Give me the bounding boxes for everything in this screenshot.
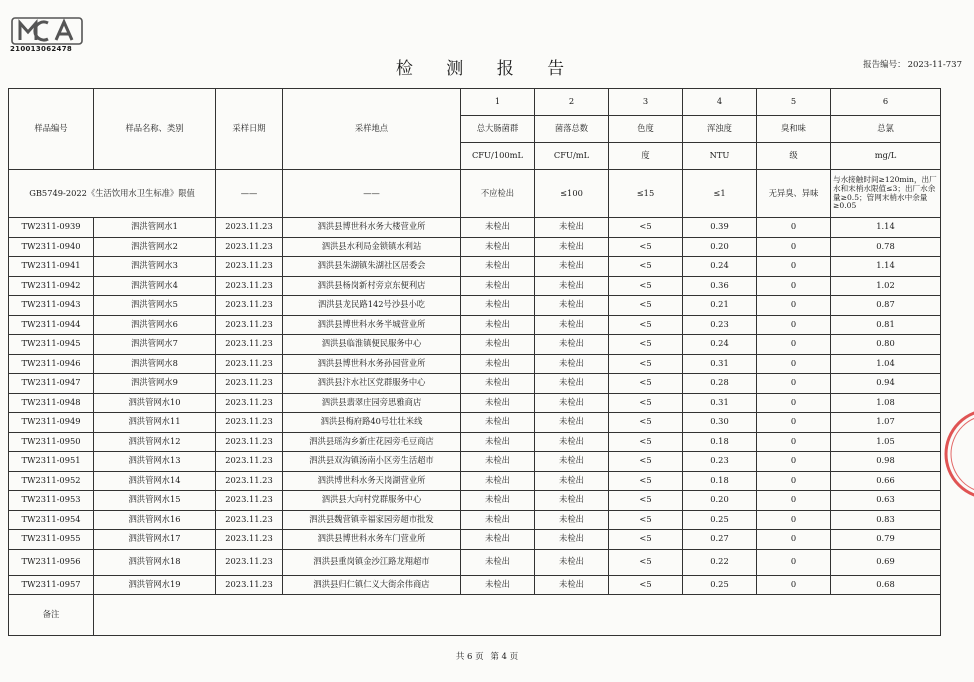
cell-chroma: <5: [609, 257, 683, 277]
cell-sample-no: TW2311-0944: [9, 315, 94, 335]
cell-total-chlorine: 0.98: [831, 452, 941, 472]
cell-total-chlorine: 0.80: [831, 335, 941, 355]
cell-total-coliform: 未检出: [461, 530, 535, 550]
header-parameter: 臭和味: [757, 116, 831, 143]
cell-odor: 0: [757, 491, 831, 511]
cell-sample-location: 泗洪县龙民路142号沙县小吃: [283, 296, 461, 316]
results-table: [8, 88, 941, 636]
cell-odor: 0: [757, 530, 831, 550]
cell-total-coliform: 未检出: [461, 452, 535, 472]
cell-total-chlorine: 1.05: [831, 432, 941, 452]
cell-total-coliform: 未检出: [461, 335, 535, 355]
cell-sample-name: 泗洪管网水1: [94, 218, 216, 238]
cell-turbidity: 0.22: [683, 549, 757, 575]
cell-odor: 0: [757, 374, 831, 394]
limit-value-total-chlorine: 与水接触时间≥120min，出厂水和末梢水限值≤3；出厂水余量≥0.5；管网末梢水中余量≥0.05: [831, 170, 941, 218]
cell-odor: 0: [757, 471, 831, 491]
cell-total-coliform: 未检出: [461, 393, 535, 413]
limits-label: GB5749-2022《生活饮用水卫生标准》限值: [9, 170, 216, 218]
cell-sample-date: 2023.11.23: [216, 432, 283, 452]
cell-sample-no: TW2311-0945: [9, 335, 94, 355]
cell-sample-no: TW2311-0951: [9, 452, 94, 472]
cell-odor: 0: [757, 413, 831, 433]
cell-total-chlorine: 0.79: [831, 530, 941, 550]
limits-date: ——: [216, 170, 283, 218]
cell-sample-date: 2023.11.23: [216, 374, 283, 394]
cell-total-coliform: 未检出: [461, 413, 535, 433]
limit-value: 不应检出: [461, 170, 535, 218]
cell-odor: 0: [757, 575, 831, 595]
cell-sample-no: TW2311-0949: [9, 413, 94, 433]
cell-total-bacteria: 未检出: [535, 354, 609, 374]
cell-total-coliform: 未检出: [461, 374, 535, 394]
table-row: [9, 530, 941, 550]
cell-sample-no: TW2311-0952: [9, 471, 94, 491]
cell-total-bacteria: 未检出: [535, 393, 609, 413]
cell-turbidity: 0.25: [683, 510, 757, 530]
cell-total-bacteria: 未检出: [535, 575, 609, 595]
cell-sample-date: 2023.11.23: [216, 354, 283, 374]
cell-sample-name: 泗洪管网水12: [94, 432, 216, 452]
limit-value: 无异臭、异味: [757, 170, 831, 218]
limit-value: ≤1: [683, 170, 757, 218]
cell-sample-date: 2023.11.23: [216, 549, 283, 575]
cell-total-coliform: 未检出: [461, 237, 535, 257]
cell-sample-date: 2023.11.23: [216, 413, 283, 433]
cell-sample-location: 泗洪县大向村党群服务中心: [283, 491, 461, 511]
cell-turbidity: 0.23: [683, 315, 757, 335]
cell-sample-name: 泗洪管网水7: [94, 335, 216, 355]
cell-total-coliform: 未检出: [461, 296, 535, 316]
cell-odor: 0: [757, 218, 831, 238]
header-unit: 度: [609, 143, 683, 170]
header-unit: CFU/100mL: [461, 143, 535, 170]
cma-mark-icon: [6, 16, 90, 46]
header-index: 2: [535, 89, 609, 116]
cell-sample-no: TW2311-0948: [9, 393, 94, 413]
header-row-index: [9, 89, 941, 116]
cell-odor: 0: [757, 296, 831, 316]
table-row: [9, 237, 941, 257]
table-row: [9, 452, 941, 472]
table-row: [9, 549, 941, 575]
cell-sample-no: TW2311-0942: [9, 276, 94, 296]
cell-sample-date: 2023.11.23: [216, 393, 283, 413]
cell-total-chlorine: 0.63: [831, 491, 941, 511]
cell-sample-name: 泗洪管网水15: [94, 491, 216, 511]
cell-total-chlorine: 0.81: [831, 315, 941, 335]
cell-total-bacteria: 未检出: [535, 237, 609, 257]
cell-total-coliform: 未检出: [461, 276, 535, 296]
table-row: [9, 432, 941, 452]
cell-total-bacteria: 未检出: [535, 413, 609, 433]
header-unit: CFU/mL: [535, 143, 609, 170]
cell-turbidity: 0.18: [683, 471, 757, 491]
cell-chroma: <5: [609, 218, 683, 238]
cell-chroma: <5: [609, 296, 683, 316]
header-parameter: 总氯: [831, 116, 941, 143]
cell-total-coliform: 未检出: [461, 354, 535, 374]
cell-sample-no: TW2311-0950: [9, 432, 94, 452]
cell-total-chlorine: 1.14: [831, 257, 941, 277]
cell-total-chlorine: 1.08: [831, 393, 941, 413]
page-current: 第 4 页: [490, 652, 519, 662]
cell-sample-name: 泗洪管网水17: [94, 530, 216, 550]
cell-turbidity: 0.18: [683, 432, 757, 452]
cell-total-bacteria: 未检出: [535, 218, 609, 238]
cell-chroma: <5: [609, 432, 683, 452]
cell-sample-name: 泗洪管网水6: [94, 315, 216, 335]
cell-chroma: <5: [609, 530, 683, 550]
cell-turbidity: 0.36: [683, 276, 757, 296]
cell-sample-no: TW2311-0943: [9, 296, 94, 316]
cell-sample-name: 泗洪管网水4: [94, 276, 216, 296]
cell-sample-location: 泗洪县水利局金锁镇水利站: [283, 237, 461, 257]
red-stamp-seal: [930, 404, 974, 504]
cell-sample-name: 泗洪管网水11: [94, 413, 216, 433]
cell-chroma: <5: [609, 575, 683, 595]
cell-sample-location: 泗洪县瑶沟乡新庄花园旁毛豆商店: [283, 432, 461, 452]
table-row: [9, 296, 941, 316]
cell-sample-name: 泗洪管网水8: [94, 354, 216, 374]
cell-sample-date: 2023.11.23: [216, 296, 283, 316]
cell-odor: 0: [757, 393, 831, 413]
cell-total-coliform: 未检出: [461, 257, 535, 277]
cell-total-coliform: 未检出: [461, 218, 535, 238]
cell-turbidity: 0.28: [683, 374, 757, 394]
cell-total-bacteria: 未检出: [535, 530, 609, 550]
limit-value: ≤15: [609, 170, 683, 218]
cell-total-coliform: 未检出: [461, 510, 535, 530]
cell-sample-date: 2023.11.23: [216, 471, 283, 491]
cell-turbidity: 0.24: [683, 335, 757, 355]
cell-chroma: <5: [609, 374, 683, 394]
cell-chroma: <5: [609, 491, 683, 511]
cell-total-chlorine: 0.69: [831, 549, 941, 575]
cell-turbidity: 0.21: [683, 296, 757, 316]
header-parameter: 菌落总数: [535, 116, 609, 143]
cell-turbidity: 0.25: [683, 575, 757, 595]
cell-total-chlorine: 0.66: [831, 471, 941, 491]
cell-total-chlorine: 1.02: [831, 276, 941, 296]
cell-turbidity: 0.20: [683, 491, 757, 511]
header-index: 3: [609, 89, 683, 116]
cell-sample-no: TW2311-0956: [9, 549, 94, 575]
cell-chroma: <5: [609, 237, 683, 257]
header-parameter: 色度: [609, 116, 683, 143]
table-row: [9, 510, 941, 530]
cell-sample-date: 2023.11.23: [216, 530, 283, 550]
cell-sample-location: 泗洪县杨岗新村旁京东便利店: [283, 276, 461, 296]
table-row: [9, 335, 941, 355]
table-row: [9, 218, 941, 238]
cell-total-coliform: 未检出: [461, 432, 535, 452]
cell-total-coliform: 未检出: [461, 491, 535, 511]
table-row: [9, 393, 941, 413]
cell-sample-location: 泗洪县博世科水务孙园营业所: [283, 354, 461, 374]
cell-turbidity: 0.31: [683, 393, 757, 413]
cell-turbidity: 0.24: [683, 257, 757, 277]
cell-sample-name: 泗洪管网水10: [94, 393, 216, 413]
table-row: [9, 413, 941, 433]
cell-sample-no: TW2311-0947: [9, 374, 94, 394]
header-sample-date: 采样日期: [216, 89, 283, 170]
cell-sample-location: 泗洪县汴水社区党群服务中心: [283, 374, 461, 394]
cell-sample-date: 2023.11.23: [216, 452, 283, 472]
cell-sample-date: 2023.11.23: [216, 491, 283, 511]
cell-odor: 0: [757, 549, 831, 575]
limits-row: [9, 170, 941, 218]
cell-sample-no: TW2311-0953: [9, 491, 94, 511]
cell-sample-location: 泗洪县博世科水务半城营业所: [283, 315, 461, 335]
table-row: [9, 471, 941, 491]
cell-sample-name: 泗洪管网水2: [94, 237, 216, 257]
cell-sample-location: 泗洪县双沟镇汤南小区旁生活超市: [283, 452, 461, 472]
cell-chroma: <5: [609, 549, 683, 575]
header-sample-no: 样品编号: [9, 89, 94, 170]
cell-total-chlorine: 1.07: [831, 413, 941, 433]
page-title: 检 测 报 告: [395, 59, 579, 79]
cell-sample-location: 泗洪县重岗镇金沙江路龙翔超市: [283, 549, 461, 575]
header-sample-location: 采样地点: [283, 89, 461, 170]
cell-total-coliform: 未检出: [461, 471, 535, 491]
cell-sample-location: 泗洪县梅府路40号壮壮米线: [283, 413, 461, 433]
cell-total-bacteria: 未检出: [535, 257, 609, 277]
header-index: 4: [683, 89, 757, 116]
cell-total-bacteria: 未检出: [535, 491, 609, 511]
cell-total-bacteria: 未检出: [535, 276, 609, 296]
table-row: [9, 257, 941, 277]
cell-sample-no: TW2311-0939: [9, 218, 94, 238]
cell-sample-location: 泗洪博世科水务天岗湖营业所: [283, 471, 461, 491]
cell-sample-name: 泗洪管网水14: [94, 471, 216, 491]
cell-total-chlorine: 0.87: [831, 296, 941, 316]
cell-turbidity: 0.23: [683, 452, 757, 472]
cell-sample-name: 泗洪管网水5: [94, 296, 216, 316]
cell-sample-date: 2023.11.23: [216, 510, 283, 530]
cell-turbidity: 0.31: [683, 354, 757, 374]
cell-total-coliform: 未检出: [461, 549, 535, 575]
cell-sample-location: 泗洪县翡翠庄园旁思雅商店: [283, 393, 461, 413]
cell-sample-no: TW2311-0955: [9, 530, 94, 550]
cell-total-coliform: 未检出: [461, 315, 535, 335]
remarks-value: [94, 595, 941, 636]
cell-sample-location: 泗洪县博世科水务车门营业所: [283, 530, 461, 550]
table-row: [9, 315, 941, 335]
header-sample-name: 样品名称、类别: [94, 89, 216, 170]
table-row: [9, 491, 941, 511]
cell-sample-no: TW2311-0954: [9, 510, 94, 530]
table-row: [9, 575, 941, 595]
cell-total-bacteria: 未检出: [535, 510, 609, 530]
cell-chroma: <5: [609, 354, 683, 374]
cell-odor: 0: [757, 432, 831, 452]
cell-sample-name: 泗洪管网水19: [94, 575, 216, 595]
cell-odor: 0: [757, 257, 831, 277]
cell-total-bacteria: 未检出: [535, 549, 609, 575]
cell-sample-date: 2023.11.23: [216, 335, 283, 355]
cell-total-chlorine: 0.94: [831, 374, 941, 394]
cell-odor: 0: [757, 276, 831, 296]
cell-odor: 0: [757, 237, 831, 257]
cell-sample-date: 2023.11.23: [216, 218, 283, 238]
limits-location: ——: [283, 170, 461, 218]
cell-turbidity: 0.20: [683, 237, 757, 257]
header-index: 5: [757, 89, 831, 116]
cell-sample-date: 2023.11.23: [216, 575, 283, 595]
remarks-label: 备注: [9, 595, 94, 636]
cell-sample-name: 泗洪管网水13: [94, 452, 216, 472]
cell-chroma: <5: [609, 452, 683, 472]
cell-total-bacteria: 未检出: [535, 296, 609, 316]
cell-sample-no: TW2311-0946: [9, 354, 94, 374]
report-number-label: 报告编号：: [863, 60, 906, 70]
cell-total-chlorine: 1.14: [831, 218, 941, 238]
cell-chroma: <5: [609, 471, 683, 491]
header-unit: 级: [757, 143, 831, 170]
cell-sample-location: 泗洪县临淮镇便民服务中心: [283, 335, 461, 355]
cell-odor: 0: [757, 335, 831, 355]
cell-turbidity: 0.27: [683, 530, 757, 550]
header-parameter: 总大肠菌群: [461, 116, 535, 143]
cell-total-bacteria: 未检出: [535, 471, 609, 491]
cell-total-bacteria: 未检出: [535, 315, 609, 335]
page-total: 共 6 页: [455, 652, 484, 662]
cell-turbidity: 0.30: [683, 413, 757, 433]
cell-sample-date: 2023.11.23: [216, 315, 283, 335]
cell-chroma: <5: [609, 413, 683, 433]
limit-value: ≤100: [535, 170, 609, 218]
cell-chroma: <5: [609, 315, 683, 335]
cell-turbidity: 0.39: [683, 218, 757, 238]
cell-total-chlorine: 0.78: [831, 237, 941, 257]
cell-sample-name: 泗洪管网水18: [94, 549, 216, 575]
cell-sample-name: 泗洪管网水9: [94, 374, 216, 394]
cell-sample-location: 泗洪县朱湖镇朱湖社区居委会: [283, 257, 461, 277]
cell-chroma: <5: [609, 393, 683, 413]
cell-sample-name: 泗洪管网水3: [94, 257, 216, 277]
cell-total-coliform: 未检出: [461, 575, 535, 595]
cell-sample-no: TW2311-0941: [9, 257, 94, 277]
cell-total-chlorine: 1.04: [831, 354, 941, 374]
cma-code: 210013062478: [10, 45, 73, 53]
header-index: 6: [831, 89, 941, 116]
cell-sample-name: 泗洪管网水16: [94, 510, 216, 530]
cell-odor: 0: [757, 315, 831, 335]
cell-total-bacteria: 未检出: [535, 374, 609, 394]
table-row: [9, 276, 941, 296]
cell-chroma: <5: [609, 276, 683, 296]
report-number-value: 2023-11-737: [907, 60, 962, 70]
cell-sample-no: TW2311-0940: [9, 237, 94, 257]
cell-odor: 0: [757, 354, 831, 374]
cell-total-bacteria: 未检出: [535, 335, 609, 355]
cell-total-chlorine: 0.83: [831, 510, 941, 530]
remarks-row: [9, 595, 941, 636]
header-unit: NTU: [683, 143, 757, 170]
cell-total-bacteria: 未检出: [535, 432, 609, 452]
header-parameter: 浑浊度: [683, 116, 757, 143]
cell-total-chlorine: 0.68: [831, 575, 941, 595]
cell-total-bacteria: 未检出: [535, 452, 609, 472]
header-unit: mg/L: [831, 143, 941, 170]
cell-sample-date: 2023.11.23: [216, 257, 283, 277]
header-index: 1: [461, 89, 535, 116]
cell-sample-location: 泗洪县归仁镇仁义大街余伟商店: [283, 575, 461, 595]
cell-odor: 0: [757, 452, 831, 472]
cell-sample-no: TW2311-0957: [9, 575, 94, 595]
cell-sample-location: 泗洪县博世科水务大楼营业所: [283, 218, 461, 238]
cell-sample-location: 泗洪县魏营镇幸福家园旁超市批发: [283, 510, 461, 530]
cell-chroma: <5: [609, 510, 683, 530]
report-number: [863, 58, 962, 70]
page-footer: [0, 650, 974, 662]
table-row: [9, 354, 941, 374]
cell-sample-date: 2023.11.23: [216, 276, 283, 296]
cell-chroma: <5: [609, 335, 683, 355]
cell-odor: 0: [757, 510, 831, 530]
cell-sample-date: 2023.11.23: [216, 237, 283, 257]
table-row: [9, 374, 941, 394]
